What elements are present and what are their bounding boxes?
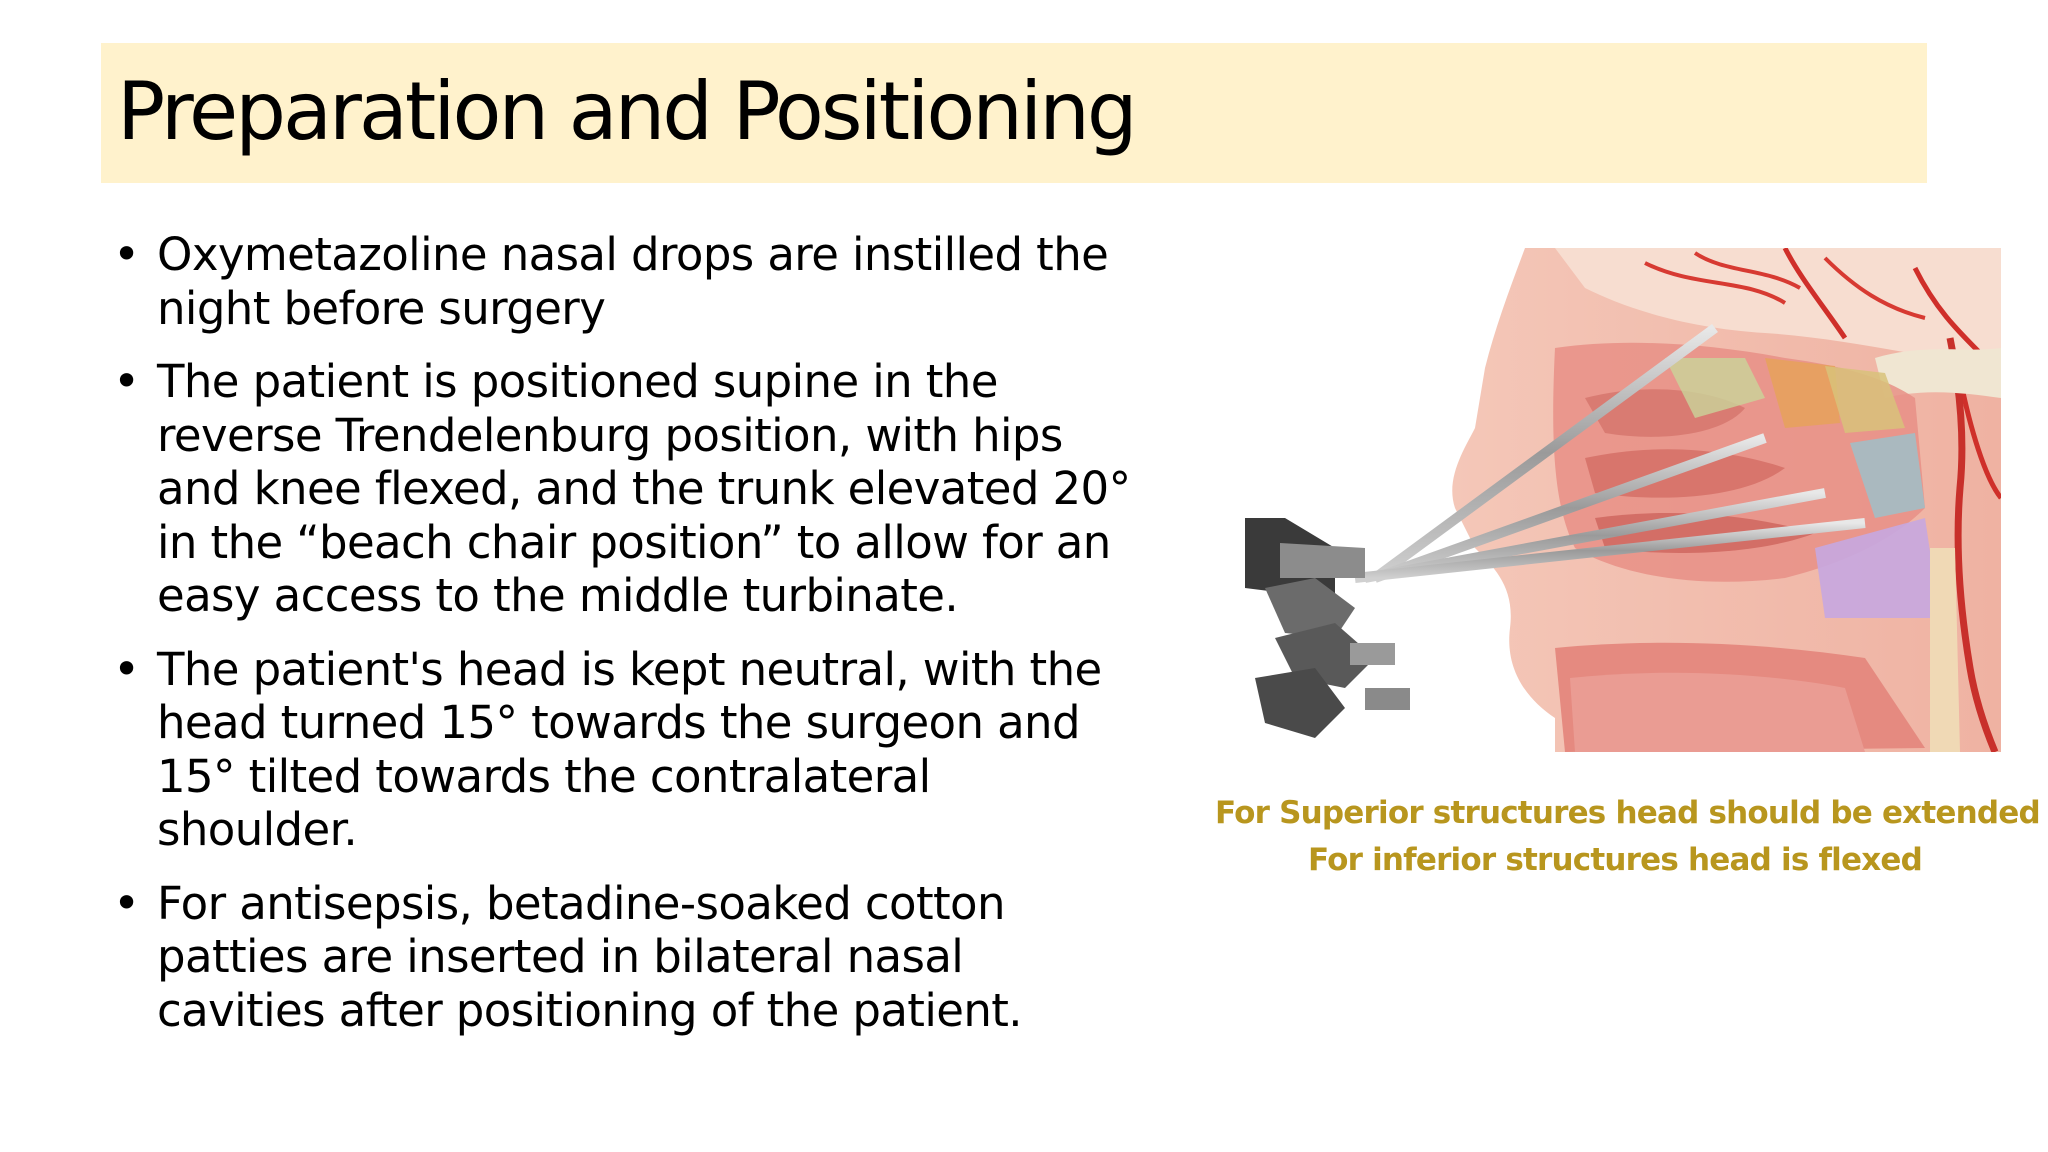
- nasal-anatomy-endoscope-illustration: [1225, 248, 2001, 752]
- bullet-line: The patient's head is kept neutral, with the: [157, 642, 1102, 696]
- bullet-line: Oxymetazoline nasal drops are instilled the: [157, 228, 1109, 281]
- bullet-item: [113, 877, 1163, 1038]
- bullet-marker: •: [113, 641, 141, 696]
- bullet-line: For antisepsis, betadine-soaked cotton: [157, 876, 1005, 930]
- bullet-line: cavities after positioning of the patient.: [157, 983, 1023, 1037]
- bullet-item: [113, 228, 1163, 335]
- bullet-marker: •: [113, 227, 141, 281]
- bullet-text: [157, 228, 1108, 335]
- caption-line-superior: For Superior structures head should be extended: [1215, 795, 2040, 831]
- bullet-text: [157, 877, 1022, 1038]
- bullet-text: [157, 355, 1130, 623]
- bullet-line: reverse Trendelenburg position, with hips: [157, 408, 1063, 462]
- bullet-marker: •: [113, 875, 141, 930]
- bullet-line: patties are inserted in bilateral nasal: [157, 930, 964, 983]
- bullet-line: easy access to the middle turbinate.: [157, 569, 959, 622]
- bullet-list: [113, 228, 1163, 1057]
- bullet-line: in the “beach chair position” to allow for an: [157, 515, 1111, 569]
- slide-title: Preparation and Positioning: [117, 65, 1135, 158]
- figure-caption: [1215, 790, 2040, 884]
- bullet-line: The patient is positioned supine in the: [157, 355, 998, 408]
- bullet-line: 15° tilted towards the contralateral: [157, 749, 931, 803]
- bullet-line: head turned 15° towards the surgeon and: [157, 696, 1080, 749]
- caption-line-inferior: For inferior structures head is flexed: [1307, 842, 1923, 878]
- bullet-text: [157, 643, 1102, 857]
- bullet-marker: •: [113, 354, 141, 408]
- bullet-line: night before surgery: [157, 281, 606, 335]
- endoscope-handle: [1245, 518, 1410, 738]
- bullet-item: [113, 643, 1163, 857]
- bullet-item: [113, 355, 1163, 623]
- bullet-line: shoulder.: [157, 803, 358, 856]
- title-bar: [101, 43, 1927, 183]
- bullet-line: and knee flexed, and the trunk elevated 20°: [157, 462, 1131, 515]
